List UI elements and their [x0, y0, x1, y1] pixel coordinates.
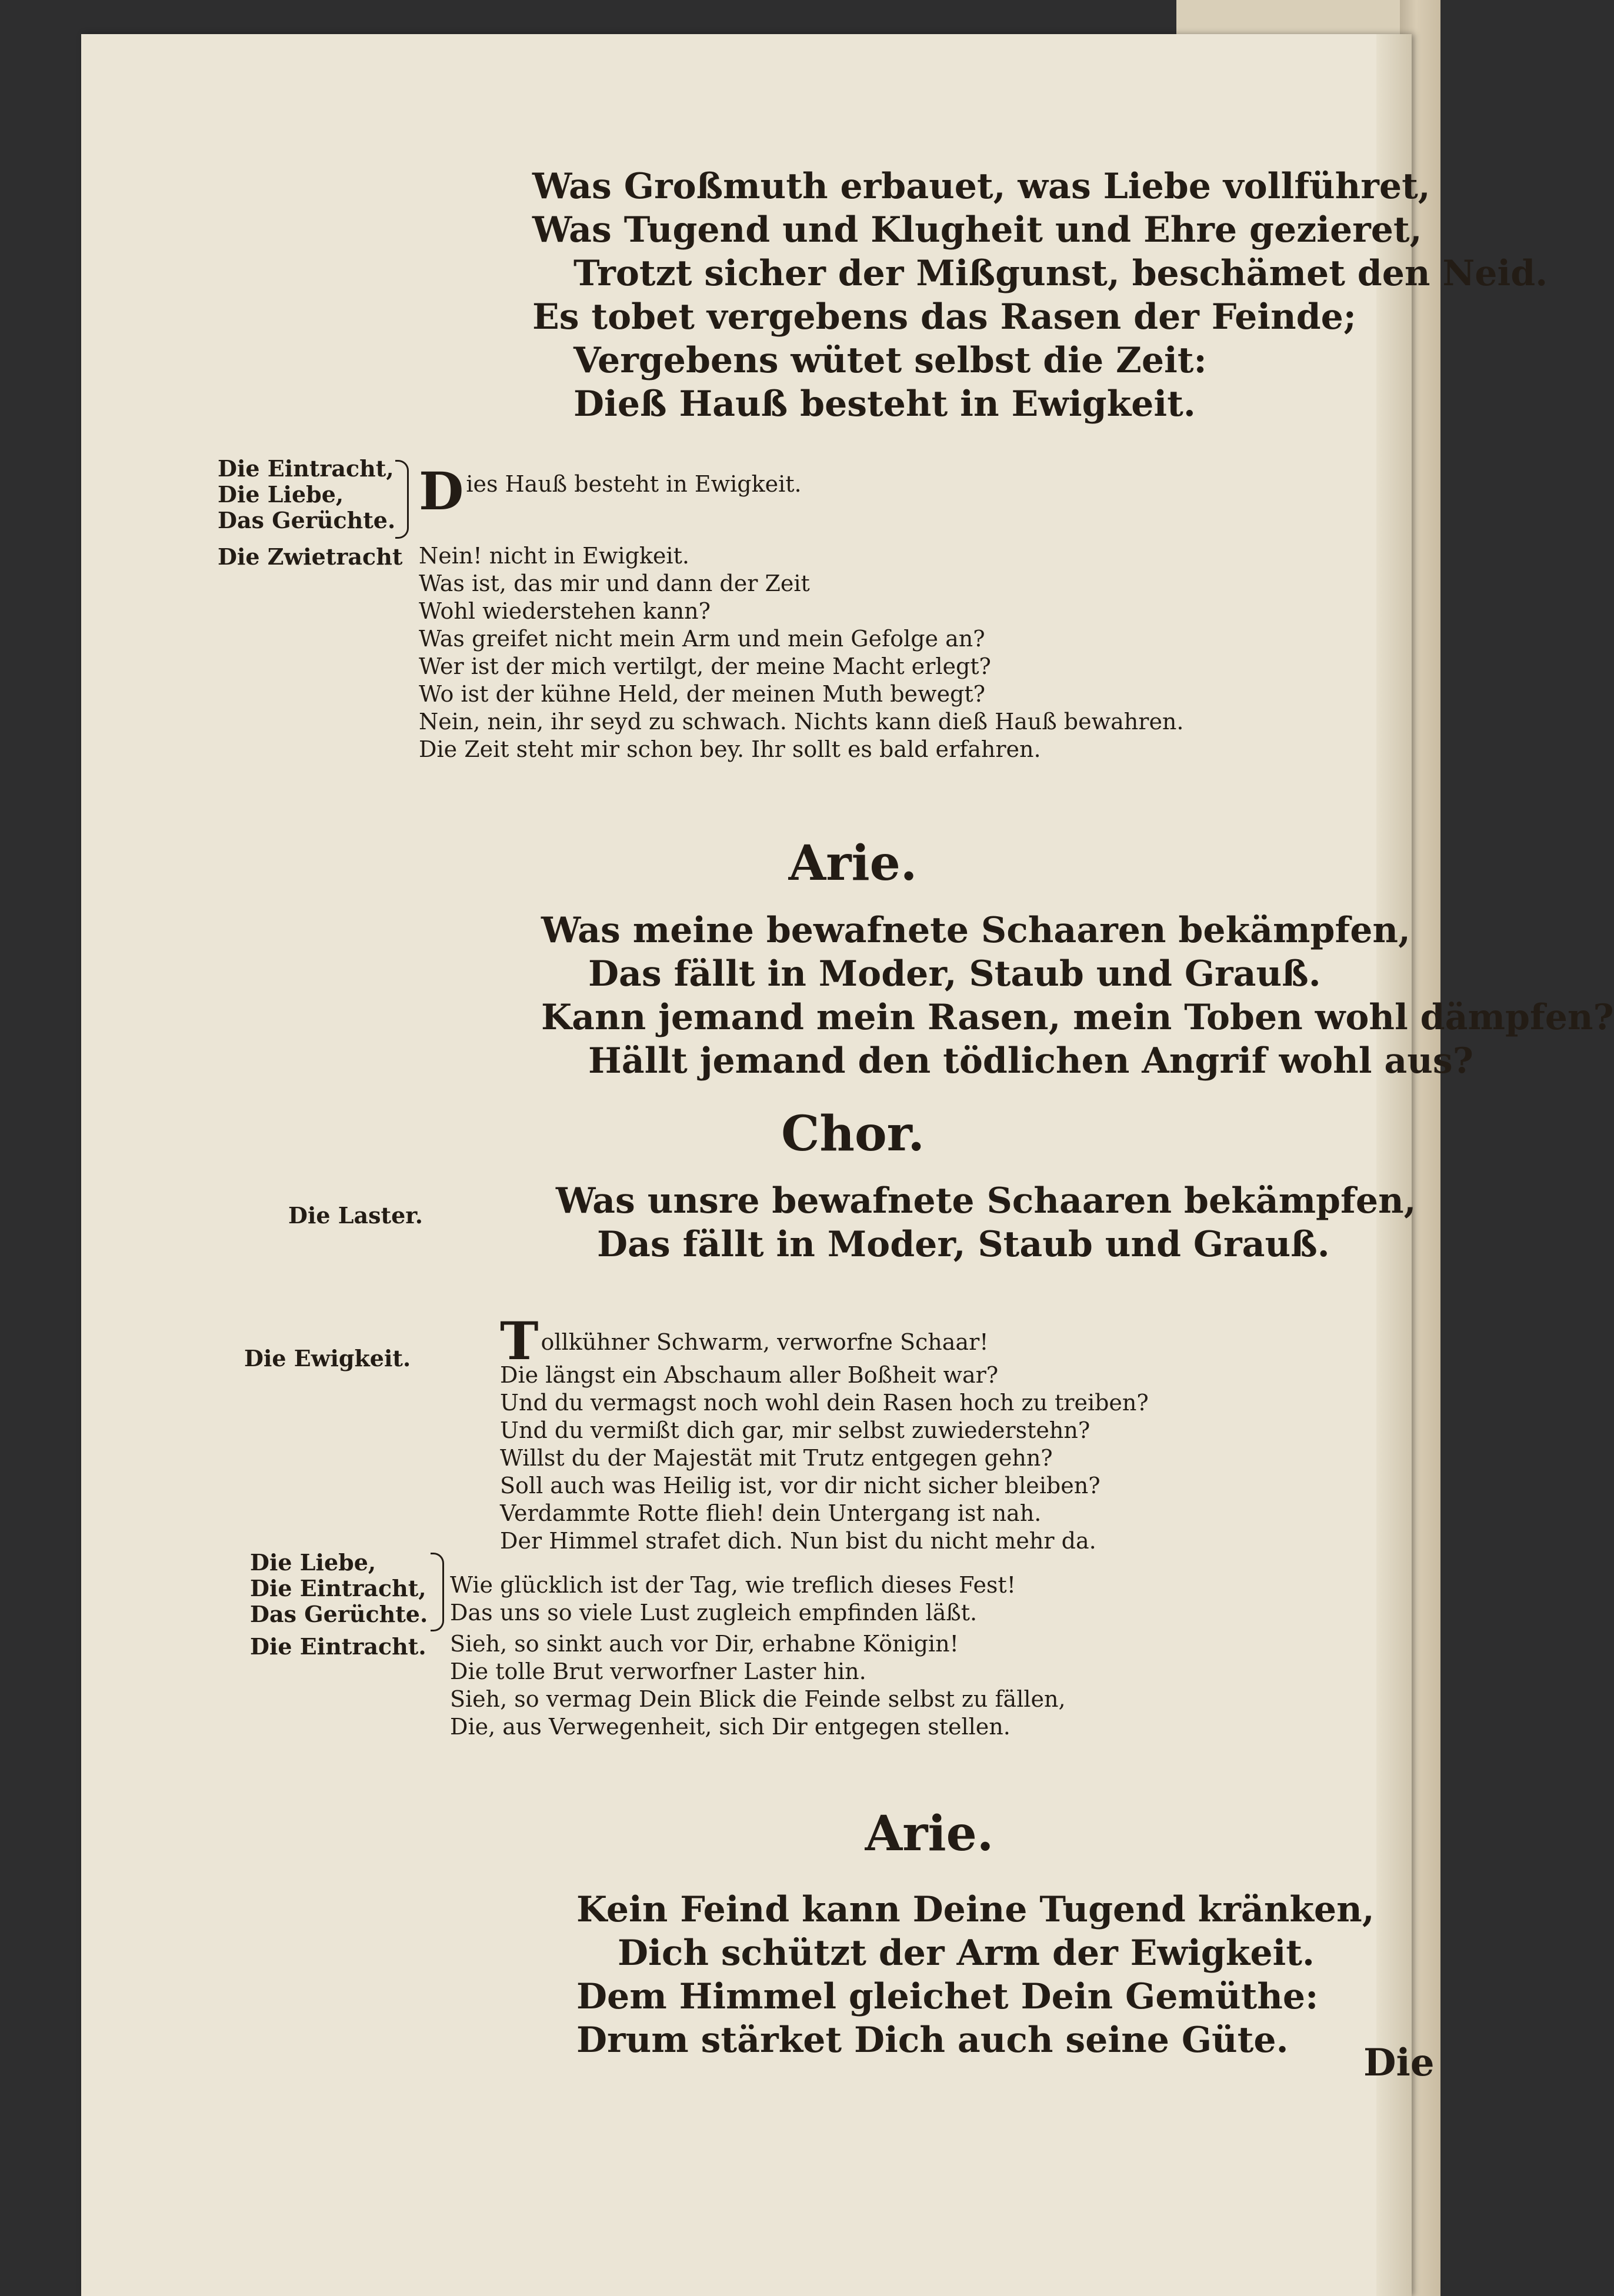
ewigkeit-speech: [500, 1310, 1149, 1555]
speaker-ewigkeit: Die Ewigkeit.: [244, 1345, 411, 1371]
aria-heading: Arie.: [865, 1806, 994, 1862]
verse-line: Kein Feind kann Deine Tugend kränken,: [576, 1889, 1375, 1930]
verse-line: Hällt jemand den tödlichen Angrif wohl aus?: [588, 1040, 1473, 1082]
eintracht-speech: [450, 1630, 1066, 1741]
verse-line-first: [500, 1310, 1149, 1371]
verse-line: Nein! nicht in Ewigkeit.: [419, 543, 689, 569]
verse-line: Nein, nein, ihr seyd zu schwach. Nichts kann dieß Hauß bewahren.: [419, 709, 1184, 735]
verse-line: Wer ist der mich vertilgt, der meine Macht erlegt?: [419, 653, 991, 679]
speaker-zwietracht: Die Zwietracht: [218, 543, 403, 570]
drop-cap: D: [419, 460, 464, 522]
verse-line: ollkühner Schwarm, verworfne Schaar!: [541, 1329, 989, 1355]
speaker-laster: Die Laster.: [288, 1202, 423, 1229]
zwietracht-speech: [419, 542, 1183, 763]
speaker-name: Das Gerüchte.: [250, 1601, 428, 1627]
drop-cap: T: [500, 1310, 539, 1371]
speaker-group-1: [218, 456, 395, 533]
aria-heading: Arie.: [788, 835, 918, 892]
chorus-line-1: [419, 460, 802, 522]
verse-line: Die, aus Verwegenheit, sich Dir entgegen stellen.: [450, 1714, 1011, 1740]
verse-line: Drum stärket Dich auch seine Güte.: [576, 2020, 1289, 2061]
verse-line: Die Zeit steht mir schon bey. Ihr sollt es bald erfahren.: [419, 736, 1041, 762]
speaker-eintracht: Die Eintracht.: [250, 1633, 426, 1660]
verse-line: Dem Himmel gleichet Dein Gemüthe:: [576, 1976, 1319, 2017]
verse-line: Das uns so viele Lust zugleich empfinden läßt.: [450, 1600, 978, 1626]
verse-line: Was ist, das mir und dann der Zeit: [419, 570, 810, 596]
opening-verse-line: Was Großmuth erbauet, was Liebe vollführet,: [532, 166, 1430, 207]
verse-line: Dich schützt der Arm der Ewigkeit.: [618, 1933, 1315, 1974]
verse-line: Was unsre bewafnete Schaaren bekämpfen,: [556, 1180, 1416, 1222]
verse-line: Was meine bewafnete Schaaren bekämpfen,: [541, 910, 1410, 951]
chor-heading: Chor.: [781, 1106, 925, 1162]
verse-line: Was greifet nicht mein Arm und mein Gefolge an?: [419, 626, 985, 652]
speaker-name: Die Eintracht,: [218, 455, 394, 482]
verse-line: Soll auch was Heilig ist, vor dir nicht sicher bleiben?: [500, 1473, 1101, 1499]
verse-line: Das fällt in Moder, Staub und Grauß.: [588, 953, 1321, 995]
verse-line: Und du vermagst noch wohl dein Rasen hoch zu treiben?: [500, 1390, 1149, 1416]
verse-line: Die tolle Brut verworfner Laster hin.: [450, 1658, 866, 1684]
verse-line: ies Hauß besteht in Ewigkeit.: [466, 471, 802, 497]
aria-1-verse: [541, 909, 1614, 1083]
verse-line: Das fällt in Moder, Staub und Grauß.: [597, 1224, 1330, 1265]
verse-line: Verdammte Rotte flieh! dein Untergang ist nah.: [500, 1500, 1042, 1526]
opening-verse-line: Trotzt sicher der Mißgunst, beschämet den Neid.: [573, 253, 1548, 294]
speaker-group-2: [250, 1550, 428, 1627]
verse-line: Sieh, so vermag Dein Blick die Feinde selbst zu fällen,: [450, 1686, 1066, 1712]
speaker-brace: [395, 460, 409, 539]
catchword: Die: [1363, 2041, 1435, 2085]
speaker-name: Die Liebe,: [250, 1549, 376, 1576]
verse-line: Wohl wiederstehen kann?: [419, 598, 711, 624]
chor-verse: [556, 1179, 1416, 1266]
verse-line: Willst du der Majestät mit Trutz entgegen gehn?: [500, 1445, 1053, 1471]
opening-verse-line: Dieß Hauß besteht in Ewigkeit.: [573, 383, 1196, 425]
opening-verse-line: Es tobet vergebens das Rasen der Feinde;: [532, 296, 1356, 338]
verse-line: Und du vermißt dich gar, mir selbst zuwiederstehn?: [500, 1417, 1091, 1443]
speaker-name: Die Eintracht,: [250, 1575, 426, 1601]
speaker-name: Die Liebe,: [218, 481, 344, 508]
opening-verse-line: Was Tugend und Klugheit und Ehre gezieret,: [532, 209, 1422, 251]
speaker-brace: [431, 1553, 444, 1631]
verse-line: Wie glücklich ist der Tag, wie treflich dieses Fest!: [450, 1572, 1016, 1598]
verse-line: Der Himmel strafet dich. Nun bist du nicht mehr da.: [500, 1528, 1096, 1554]
chorus-2-speech: [450, 1571, 1016, 1627]
verse-line: Sieh, so sinkt auch vor Dir, erhabne Königin!: [450, 1631, 959, 1657]
speaker-name: Das Gerüchte.: [218, 507, 396, 533]
verse-line: Kann jemand mein Rasen, mein Toben wohl dämpfen?: [541, 997, 1614, 1038]
aria-2-verse: [576, 1888, 1375, 2062]
verse-line: Wo ist der kühne Held, der meinen Muth bewegt?: [419, 681, 986, 707]
opening-verse-line: Vergebens wütet selbst die Zeit:: [573, 340, 1207, 381]
opening-verse: [532, 165, 1548, 426]
verse-line: Die längst ein Abschaum aller Boßheit war?: [500, 1362, 999, 1388]
